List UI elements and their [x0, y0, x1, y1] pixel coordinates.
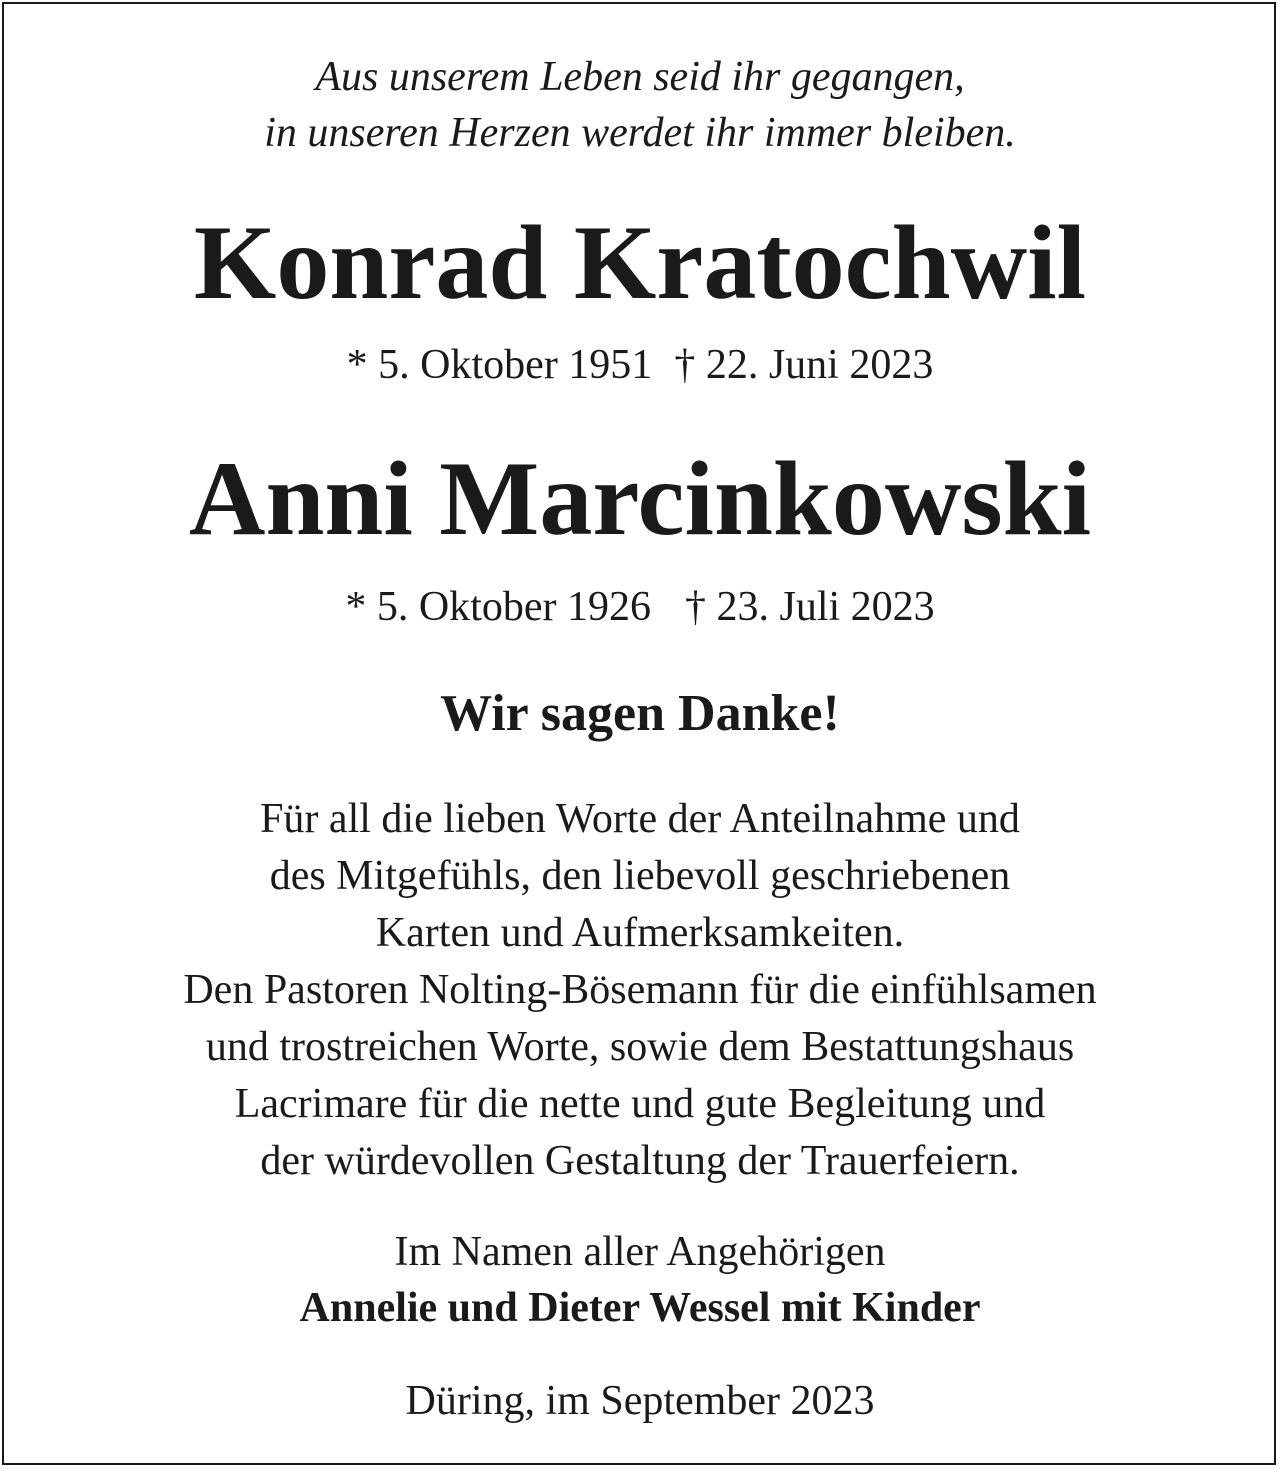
thanks-line-5: und trostreichen Worte, sowie dem Bestattungshaus: [205, 1024, 1075, 1070]
deceased-name-1: Konrad Kratochwil: [193, 204, 1087, 321]
thanks-line-4: Den Pastoren Nolting-Bösemann für die einfühlsamen: [183, 967, 1097, 1013]
thanks-line-2: des Mitgefühls, den liebevoll geschriebenen: [269, 853, 1011, 899]
thanks-heading: Wir sagen Danke!: [440, 685, 840, 742]
signature-intro: Im Namen aller Angehörigen: [394, 1229, 886, 1275]
thanks-line-7: der würdevollen Gestaltung der Trauerfeiern.: [260, 1138, 1020, 1184]
birth-date-2: * 5. Oktober 1926: [345, 584, 651, 630]
death-date-1: † 22. Juni 2023: [674, 342, 934, 388]
deceased-name-2: Anni Marcinkowski: [188, 440, 1092, 557]
thanks-line-3: Karten und Aufmerksamkeiten.: [375, 910, 905, 956]
deceased-dates-1: [0, 344, 1280, 386]
motto-line-1: Aus unserem Leben seid ihr gegangen,: [315, 54, 965, 100]
place-date: Düring, im September 2023: [405, 1378, 875, 1424]
birth-date-1: * 5. Oktober 1951: [346, 342, 653, 388]
thanks-line-1: Für all die lieben Worte der Anteilnahme und: [260, 796, 1020, 842]
signature-names: Annelie und Dieter Wessel mit Kinder: [299, 1285, 981, 1331]
deceased-dates-2: [0, 586, 1280, 628]
motto-line-2: in unseren Herzen werdet ihr immer bleiben.: [264, 110, 1016, 156]
thanks-line-6: Lacrimare für die nette und gute Begleitung und: [234, 1081, 1046, 1127]
death-date-2: † 23. Juli 2023: [684, 584, 935, 630]
